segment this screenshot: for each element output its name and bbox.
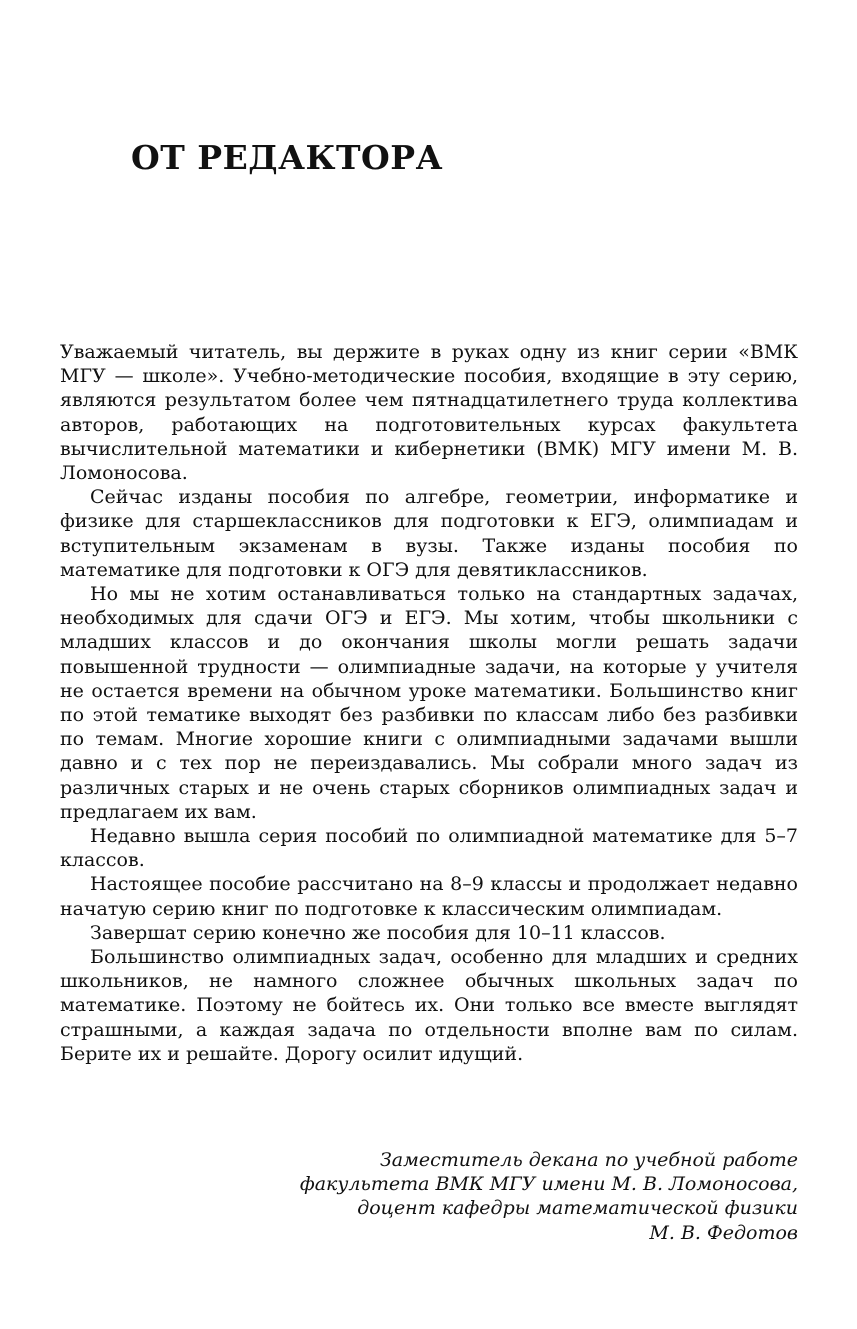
editor-foreword-body [60, 340, 798, 1066]
paragraph-6: Завершат серию конечно же пособия для 10–11 классов. [90, 921, 666, 944]
paragraph-7: Большинство олимпиадных задач, особенно для младших и средних школьников, не намного сложнее обычных школьных задач по математике. Поэтому не бойтесь их. Они только все вместе выглядят страшными, а каждая задача по отдельности вполне вам по силам. Берите их и решайте. Дорогу осилит идущий. [60, 946, 798, 1065]
signature-name: М. В. Федотов [649, 1221, 798, 1244]
paragraph-3: Но мы не хотим останавливаться только на стандартных задачах, необходимых для сдачи ОГЭ и ЕГЭ. Мы хотим, чтобы школьники с младших классов и до окончания школы могли решать задачи повышенной трудности — олимпиадные задачи, на которые у учителя не остается времени на обычном уроке математики. Большинство книг по этой тематике выходят без разбивки по классам либо без разбивки по темам. Многие хорошие книги с олимпиадными задачами вышли давно и с тех пор не переиздавались. Мы собрали много задач из различных старых и не очень старых сборников олимпиадных задач и предлагаем их вам. [60, 583, 798, 823]
signature-block [300, 1148, 798, 1245]
paragraph-4: Недавно вышла серия пособий по олимпиадной математике для 5–7 классов. [60, 825, 798, 872]
signature-department: доцент кафедры математической физики [357, 1197, 798, 1220]
paragraph-2: Сейчас изданы пособия по алгебре, геометрии, информатике и физике для старшеклассников для подготовки к ЕГЭ, олимпиадам и вступительным экзаменам в вузы. Также изданы пособия по математике для подготовки к ОГЭ для девятиклассников. [60, 486, 798, 581]
page-title: ОТ РЕДАКТОРА [131, 138, 443, 177]
signature-faculty: факультета ВМК МГУ имени М. В. Ломоносова, [299, 1173, 798, 1196]
signature-position: Заместитель декана по учебной работе [379, 1149, 798, 1171]
paragraph-5: Настоящее пособие рассчитано на 8–9 классы и продолжает недавно начатую серию книг по подготовке к классическим олимпиадам. [60, 873, 798, 920]
paragraph-1: Уважаемый читатель, вы держите в руках одну из книг серии «ВМК МГУ — школе». Учебно-методические пособия, входящие в эту серию, являются результатом более чем пятнадцатилетнего труда коллектива авторов, работающих на подготовительных курсах факультета вычислительной математики и кибернетики (ВМК) МГУ имени М. В. Ломоносова. [60, 341, 798, 485]
